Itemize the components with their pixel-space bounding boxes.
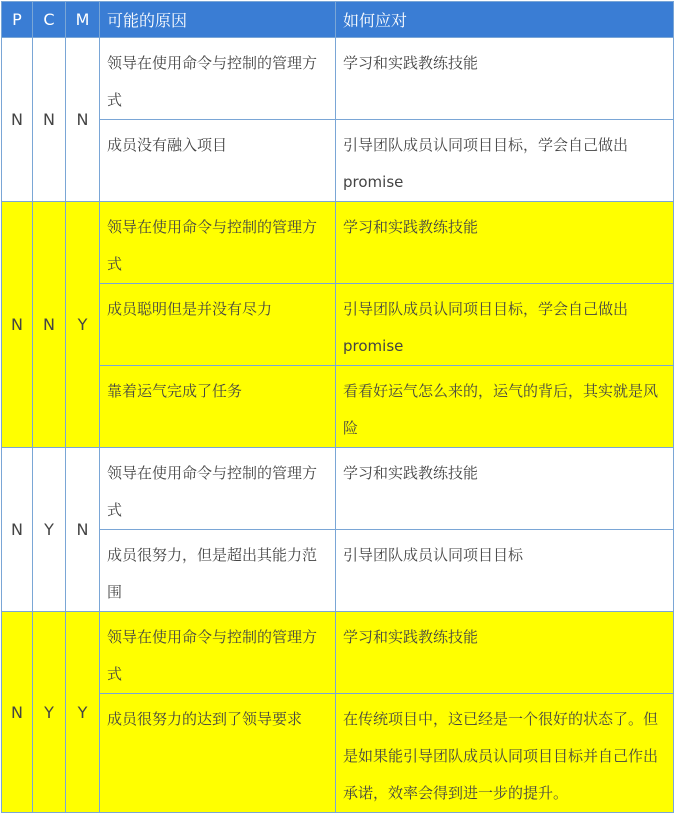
- table-row: [2, 120, 674, 202]
- table-row: [2, 612, 674, 694]
- response-cell: 在传统项目中，这已经是一个很好的状态了。但是如果能引导团队成员认同项目目标并自己作出承诺，效率会得到进一步的提升。: [336, 694, 674, 813]
- flag-m: Y: [66, 202, 100, 448]
- response-cell: 学习和实践教练技能: [336, 202, 674, 284]
- pcm-analysis-table: [1, 1, 674, 813]
- header-response: 如何应对: [336, 2, 674, 38]
- flag-p: N: [2, 202, 33, 448]
- header-row: [2, 2, 674, 38]
- response-cell: 引导团队成员认同项目目标，学会自己做出promise: [336, 120, 674, 202]
- cause-cell: 靠着运气完成了任务: [100, 366, 336, 448]
- flag-c: N: [33, 38, 66, 202]
- table-row: [2, 448, 674, 530]
- flag-p: N: [2, 612, 33, 813]
- flag-p: N: [2, 38, 33, 202]
- table-row: [2, 284, 674, 366]
- table-row: [2, 202, 674, 284]
- cause-cell: 成员很努力的达到了领导要求: [100, 694, 336, 813]
- response-cell: 学习和实践教练技能: [336, 448, 674, 530]
- cause-cell: 成员没有融入项目: [100, 120, 336, 202]
- response-cell: 学习和实践教练技能: [336, 612, 674, 694]
- response-cell: 引导团队成员认同项目目标: [336, 530, 674, 612]
- table-row: [2, 38, 674, 120]
- header-cause: 可能的原因: [100, 2, 336, 38]
- cause-cell: 领导在使用命令与控制的管理方式: [100, 612, 336, 694]
- response-cell: 引导团队成员认同项目目标，学会自己做出promise: [336, 284, 674, 366]
- cause-cell: 领导在使用命令与控制的管理方式: [100, 38, 336, 120]
- cause-cell: 领导在使用命令与控制的管理方式: [100, 448, 336, 530]
- table-row: [2, 530, 674, 612]
- response-cell: 学习和实践教练技能: [336, 38, 674, 120]
- flag-c: Y: [33, 612, 66, 813]
- cause-cell: 成员很努力，但是超出其能力范围: [100, 530, 336, 612]
- header-c: C: [33, 2, 66, 38]
- header-m: M: [66, 2, 100, 38]
- table-row: [2, 694, 674, 813]
- header-p: P: [2, 2, 33, 38]
- flag-m: Y: [66, 612, 100, 813]
- flag-p: N: [2, 448, 33, 612]
- flag-c: Y: [33, 448, 66, 612]
- cause-cell: 领导在使用命令与控制的管理方式: [100, 202, 336, 284]
- flag-c: N: [33, 202, 66, 448]
- table-row: [2, 366, 674, 448]
- cause-cell: 成员聪明但是并没有尽力: [100, 284, 336, 366]
- flag-m: N: [66, 38, 100, 202]
- response-cell: 看看好运气怎么来的，运气的背后，其实就是风险: [336, 366, 674, 448]
- flag-m: N: [66, 448, 100, 612]
